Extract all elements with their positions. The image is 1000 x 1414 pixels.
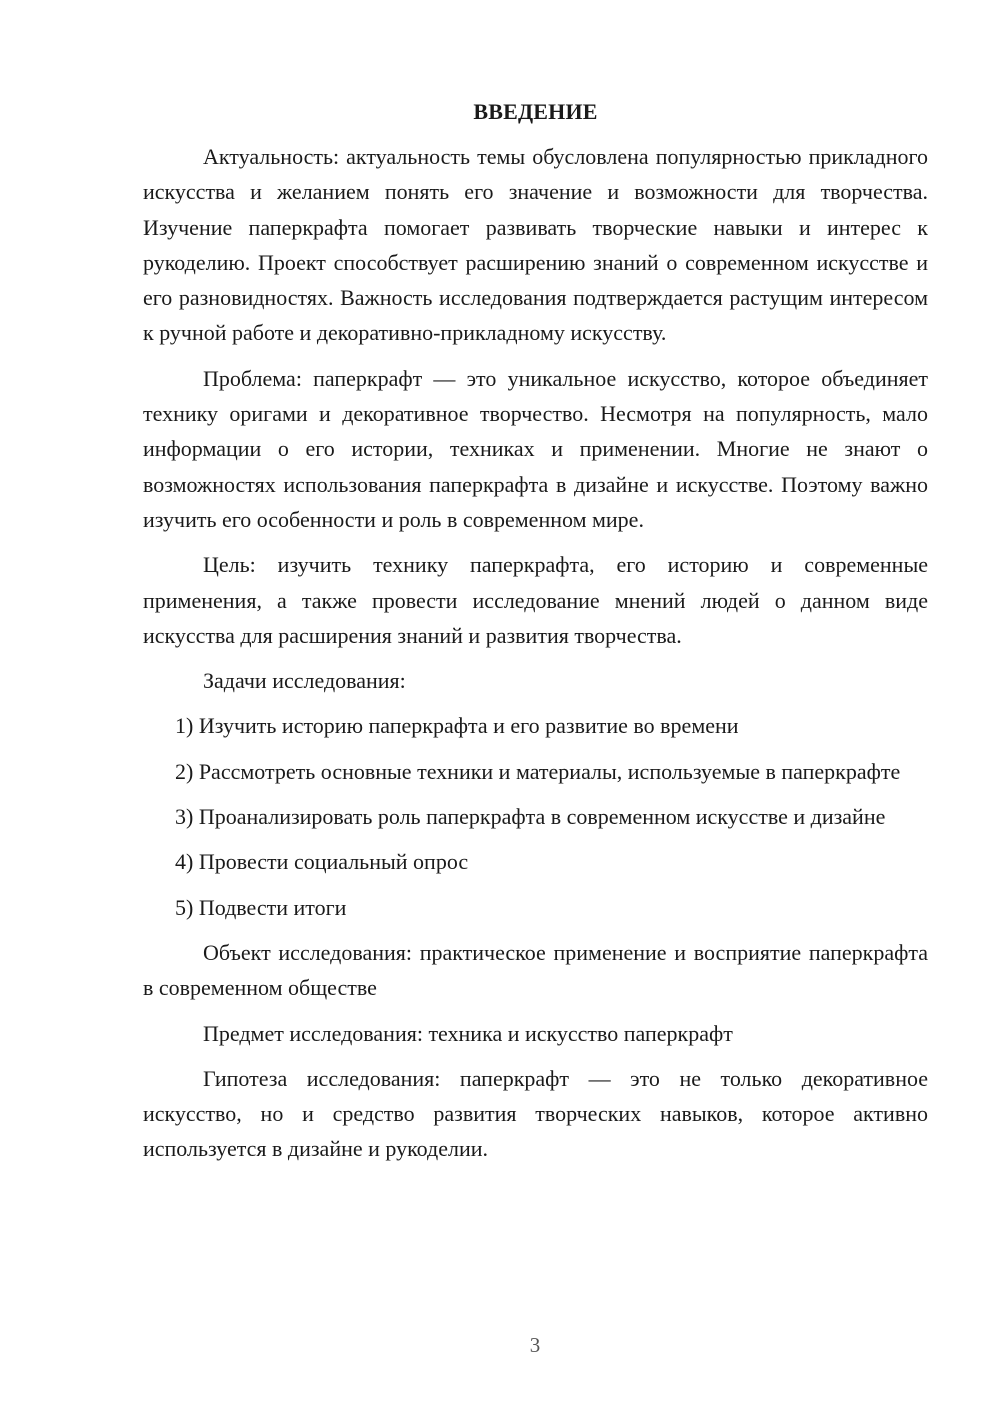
paragraph-problem: Проблема: паперкрафт — это уникальное искусство, которое объединяет технику оригами и декоративное творчество. Несмотря на популярность, мало информации о его истории, техниках и применении. Многие не знают о возможностях использования паперкрафта в дизайне и искусстве. Поэтому важно изучить его особенности и роль в современном мире. (143, 365, 928, 532)
task-item-1: 1) Изучить историю паперкрафта и его развитие во времени (175, 713, 739, 739)
tasks-heading: Задачи исследования: (203, 668, 406, 694)
document-page (143, 94, 928, 1177)
paragraph-hypothesis: Гипотеза исследования: паперкрафт — это не только декоративное искусство, но и средство развития творческих навыков, которое активно используется в дизайне и рукоделии. (143, 1065, 928, 1162)
page-number: 3 (529, 1333, 541, 1357)
page-title: ВВЕДЕНИЕ (473, 99, 598, 124)
task-item-3: 3) Проанализировать роль паперкрафта в современном искусстве и дизайне (175, 804, 886, 830)
paragraph-goal: Цель: изучить технику паперкрафта, его историю и современные применения, а также провести исследование мнений людей о данном виде искусства для расширения знаний и развития творчества. (143, 552, 928, 648)
paragraph-relevance: Актуальность: актуальность темы обусловлена популярностью прикладного искусства и желанием понять его значение и возможности для творчества. Изучение паперкрафта помогает развивать творческие навыки и интерес к рукоделию. Проект способствует расширению знаний о современном искусстве и его разновидностях. Важность исследования подтверждается растущим интересом к ручной работе и декоративно-прикладному искусству. (143, 144, 928, 346)
task-item-2: 2) Рассмотреть основные техники и материалы, используемые в паперкрафте (175, 758, 901, 784)
paragraph-subject: Предмет исследования: техника и искусство паперкрафт (203, 1020, 733, 1046)
task-item-5: 5) Подвести итоги (175, 894, 347, 920)
paragraph-object: Объект исследования: практическое применение и восприятие паперкрафта в современном обществе (143, 939, 928, 1001)
task-item-4: 4) Провести социальный опрос (175, 849, 469, 875)
